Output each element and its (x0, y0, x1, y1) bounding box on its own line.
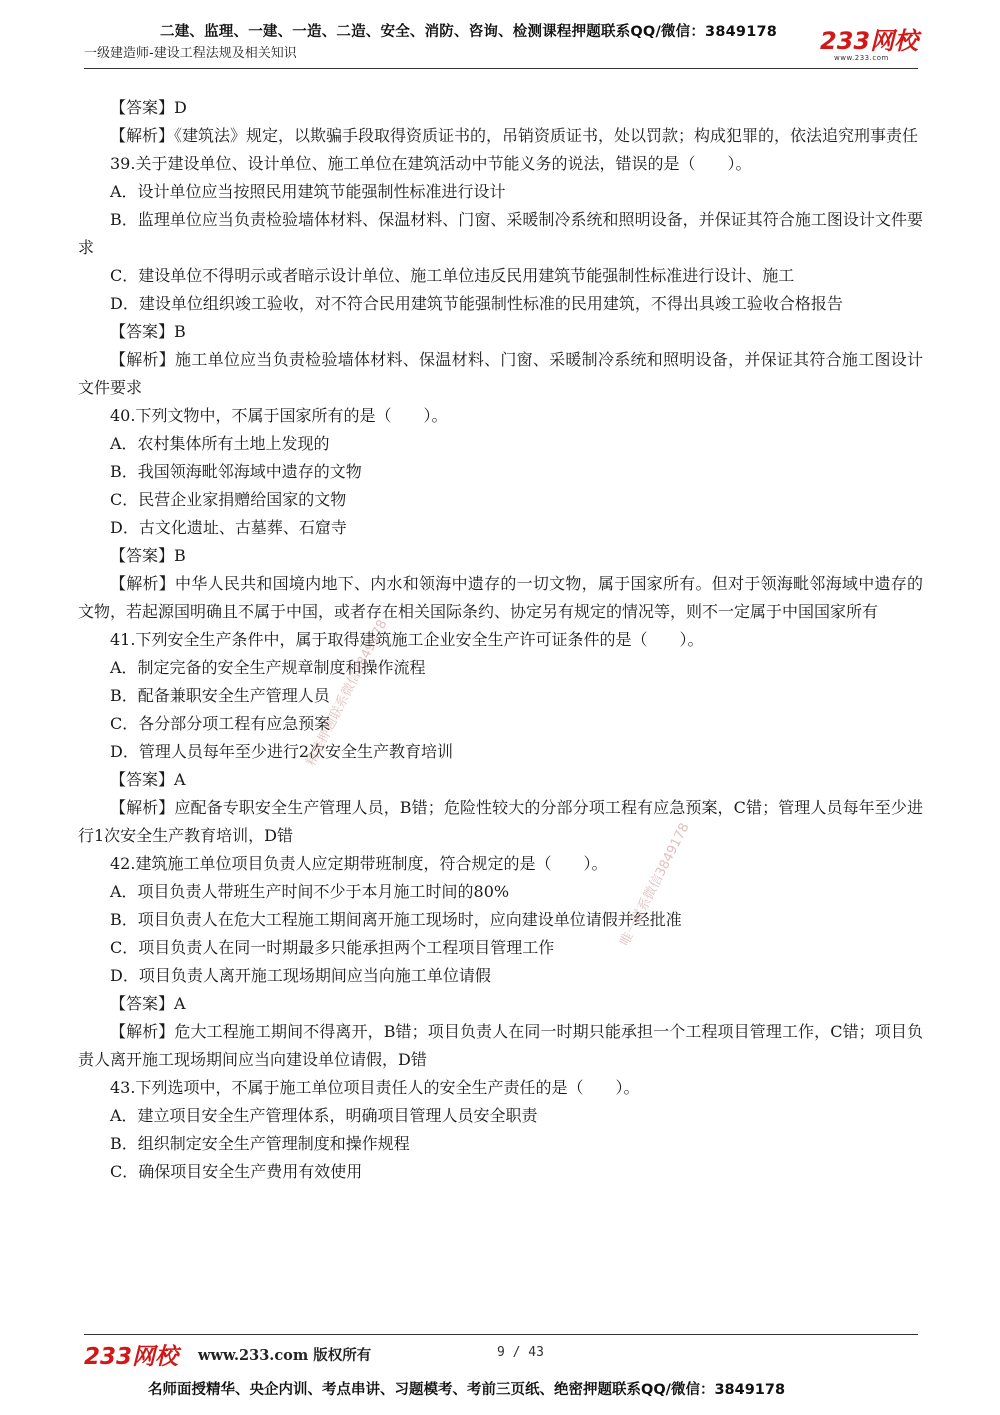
page-number: 9 / 43 (497, 1345, 544, 1360)
site-logo[interactable] (820, 28, 920, 64)
option-line: A．农村集体所有土地上发现的 (110, 434, 330, 453)
option-line: B．配备兼职安全生产管理人员 (110, 686, 330, 705)
option-line: C．建设单位不得明示或者暗示设计单位、施工单位违反民用建筑节能强制性标准进行设计、施工 (110, 266, 795, 285)
option-line: D．项目负责人离开施工现场期间应当向施工单位请假 (110, 966, 491, 985)
option-line: C．项目负责人在同一时期最多只能承担两个工程项目管理工作 (110, 938, 555, 957)
footer-copyright: www.233.com 版权所有 (198, 1347, 372, 1364)
option-line: C．各分部分项工程有应急预案 (110, 714, 331, 733)
option-line: A．设计单位应当按照民用建筑节能强制性标准进行设计 (110, 182, 506, 201)
option-line: D．古文化遗址、古墓葬、石窟寺 (110, 518, 347, 537)
explanation-paragraph: 【解析】施工单位应当负责检验墙体材料、保温材料、门窗、采暖制冷系统和照明设备，并保证其符合施工图设计文件要求 (78, 350, 923, 397)
answer-line: 【答案】A (110, 770, 186, 789)
footer-divider (84, 1334, 918, 1335)
header-divider (84, 68, 918, 69)
header-promo: 二建、监理、一建、一造、二造、安全、消防、咨询、检测课程押题联系QQ/微信：3849178 (160, 24, 778, 40)
question-stem: 40.下列文物中，不属于国家所有的是（ ）。 (110, 406, 448, 425)
option-line: D．管理人员每年至少进行2次安全生产教育培训 (110, 742, 454, 761)
watermark: 唯一联系微信3849178 (617, 820, 693, 949)
option-line: A．制定完备的安全生产规章制度和操作流程 (110, 658, 426, 677)
question-stem: 41.下列安全生产条件中，属于取得建筑施工企业安全生产许可证条件的是（ ）。 (110, 630, 704, 649)
watermark: 精准押题联系微信3849178 (303, 617, 391, 769)
footer-logo[interactable]: 233网校 (84, 1344, 179, 1370)
answer-line: 【答案】B (110, 546, 186, 565)
option-line: A．建立项目安全生产管理体系，明确项目管理人员安全职责 (110, 1106, 538, 1125)
option-line: C．确保项目安全生产费用有效使用 (110, 1162, 363, 1181)
option-line: B．组织制定安全生产管理制度和操作规程 (110, 1134, 410, 1153)
explanation-paragraph: 【解析】《建筑法》规定，以欺骗手段取得资质证书的，吊销资质证书，处以罚款；构成犯罪的，依法追究刑事责任 (110, 126, 919, 145)
option-line: D．建设单位组织竣工验收，对不符合民用建筑节能强制性标准的民用建筑，不得出具竣工验收合格报告 (110, 294, 843, 313)
option-line: B．我国领海毗邻海域中遗存的文物 (110, 462, 362, 481)
logo-url: www.233.com (834, 54, 889, 62)
question-stem: 39.关于建设单位、设计单位、施工单位在建筑活动中节能义务的说法，错误的是（ ）。 (110, 154, 752, 173)
option-line: A．项目负责人带班生产时间不少于本月施工时间的80% (110, 882, 510, 901)
answer-line: 【答案】D (110, 98, 187, 117)
header-subtitle: 一级建造师-建设工程法规及相关知识 (84, 46, 297, 61)
answer-line: 【答案】B (110, 322, 186, 341)
option-line: C．民营企业家捐赠给国家的文物 (110, 490, 347, 509)
logo-text: 233网校 (820, 27, 919, 55)
option-line: B．监理单位应当负责检验墙体材料、保温材料、门窗、采暖制冷系统和照明设备，并保证其符合施工图设计文件要求 (78, 210, 923, 257)
explanation-paragraph: 【解析】中华人民共和国境内地下、内水和领海中遗存的一切文物，属于国家所有。但对于领海毗邻海域中遗存的文物，若起源国明确且不属于中国，或者存在相关国际条约、协定另有规定的情况等，则不一定属于中国国家所有 (78, 574, 923, 621)
question-stem: 43.下列选项中，不属于施工单位项目责任人的安全生产责任的是（ ）。 (110, 1078, 640, 1097)
footer-promo: 名师面授精华、央企内训、考点串讲、习题模考、考前三页纸、绝密押题联系QQ/微信：3849178 (148, 1382, 786, 1398)
option-line: B．项目负责人在危大工程施工期间离开施工现场时，应向建设单位请假并经批准 (110, 910, 682, 929)
explanation-paragraph: 【解析】危大工程施工期间不得离开，B错；项目负责人在同一时期只能承担一个工程项目管理工作，C错；项目负责人离开施工现场期间应当向建设单位请假，D错 (78, 1022, 923, 1069)
question-stem: 42.建筑施工单位项目负责人应定期带班制度，符合规定的是（ ）。 (110, 854, 608, 873)
answer-line: 【答案】A (110, 994, 186, 1013)
document-body (78, 94, 923, 1186)
explanation-paragraph: 【解析】应配备专职安全生产管理人员，B错；危险性较大的分部分项工程有应急预案，C错；管理人员每年至少进行1次安全生产教育培训，D错 (78, 798, 923, 845)
